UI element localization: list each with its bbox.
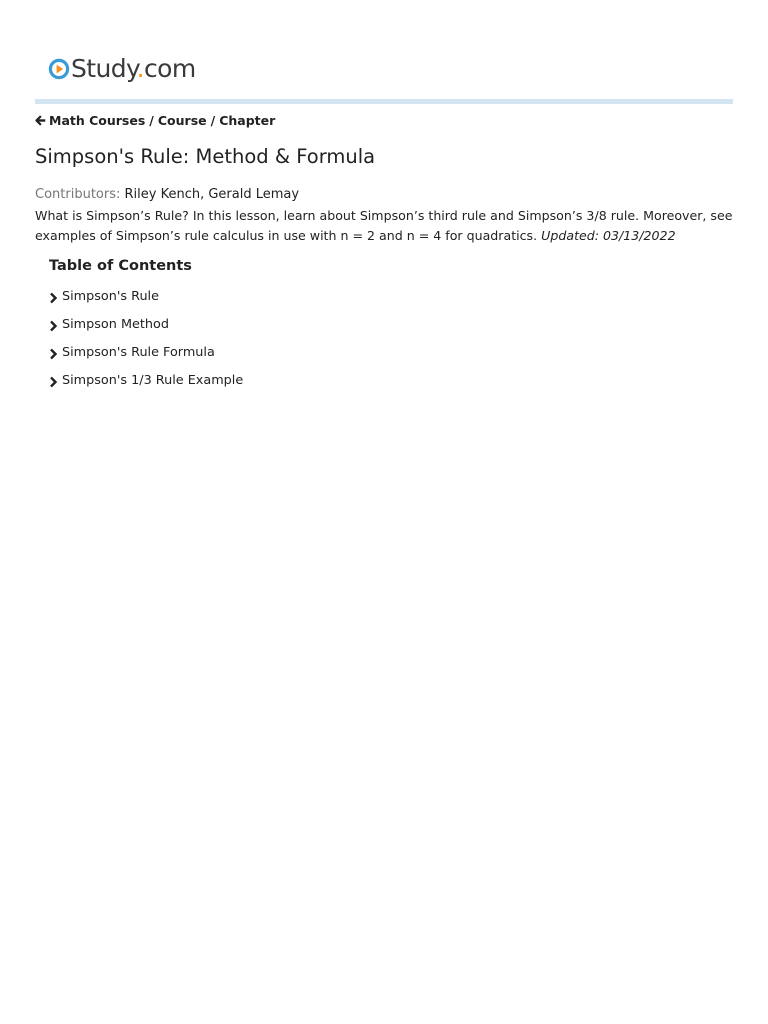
arrow-left-icon[interactable]	[35, 115, 46, 126]
toc-item[interactable]	[49, 311, 449, 339]
breadcrumb	[35, 113, 275, 128]
toc-link-simpsons-rule[interactable]: Simpson's Rule	[62, 289, 159, 305]
table-of-contents	[49, 258, 449, 394]
chevron-right-icon	[49, 376, 58, 388]
description-text: What is Simpson’s Rule? In this lesson, learn about Simpson’s third rule and Simpson’s 3/8 rule. Moreover, see examples of Simpson’s rule calculus in use with n = 2 and n = 4 for quadratics.	[35, 208, 733, 243]
updated-date: Updated: 03/13/2022	[541, 227, 676, 243]
breadcrumb-course[interactable]: Course	[157, 113, 207, 128]
play-circle-icon	[48, 58, 70, 80]
logo-text-main: Study	[71, 54, 137, 83]
contributors-line	[35, 187, 299, 202]
logo-wordmark	[71, 52, 196, 86]
breadcrumb-separator: /	[210, 113, 216, 128]
toc-title: Table of Contents	[49, 258, 192, 274]
logo-text-dot: .	[136, 54, 144, 83]
toc-item[interactable]	[49, 366, 449, 394]
contributors-names: Riley Kench, Gerald Lemay	[124, 187, 300, 202]
toc-link-simpsons-rule-formula[interactable]: Simpson's Rule Formula	[62, 344, 215, 360]
header-divider	[35, 99, 733, 104]
chevron-right-icon	[49, 292, 58, 304]
logo-text-suffix: com	[143, 54, 196, 83]
lesson-description	[35, 206, 735, 245]
breadcrumb-math-courses[interactable]: Math Courses	[49, 113, 146, 128]
site-logo[interactable]	[48, 52, 196, 86]
page-title: Simpson's Rule: Method & Formula	[35, 145, 376, 168]
chevron-right-icon	[49, 348, 58, 360]
toc-link-simpson-method[interactable]: Simpson Method	[62, 317, 169, 333]
contributors-label: Contributors:	[35, 187, 121, 202]
toc-link-simpsons-1-3-rule-example[interactable]: Simpson's 1/3 Rule Example	[62, 372, 244, 388]
toc-list	[49, 283, 449, 394]
toc-item[interactable]	[49, 339, 449, 367]
chevron-right-icon	[49, 320, 58, 332]
breadcrumb-chapter[interactable]: Chapter	[219, 113, 276, 128]
toc-item[interactable]	[49, 283, 449, 311]
breadcrumb-separator: /	[149, 113, 154, 128]
